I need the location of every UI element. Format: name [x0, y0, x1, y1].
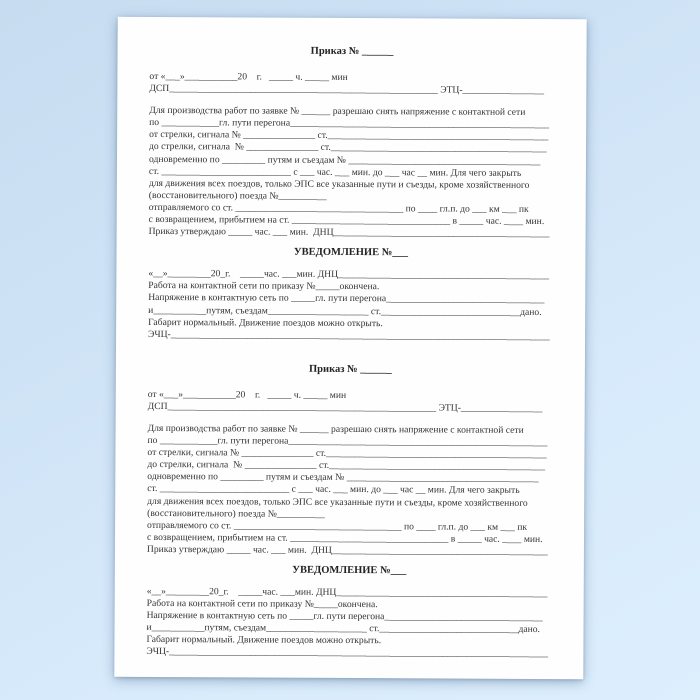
notice-line: Напряжение в контактную сеть по _____гл. пути перегона_________________________________ [148, 292, 545, 306]
notice-line: «__»_________20_г. _____час. ___мин. ДНЦ____________________________________________ [146, 585, 548, 600]
order-body-line: от стрелки, сигнала № _______________ ст.______________________________________________ [147, 447, 547, 461]
order-body-line: по ____________гл. пути перегона______________________________________________________ [149, 117, 550, 131]
notice-line: Габарит нормальный. Движение поездов можно открыть. [146, 634, 382, 647]
order-body-line: до стрелки, сигнала № _______________ ст._____________________________________________ [149, 141, 547, 155]
order-body-line: (восстановительного) поезда №__________ [148, 189, 327, 202]
order-body-line: Приказ утверждаю _____ час. ___ мин. ДНЦ_____________________________________________ [148, 226, 550, 240]
notice-line: Напряжение в контактную сеть по _____гл. пути перегона_________________________________ [146, 610, 543, 624]
order-body-line: (восстановительного) поезда №__________ [147, 507, 325, 520]
order-body-line: ст. ___________________________ с ___ час. ___ мин. до ___ час __ мин. Для чего закрыть [148, 165, 522, 179]
notice-line: и___________путям, съездам_____________________ ст._____________________________дано. [148, 304, 542, 318]
order-body-line: для движения всех поездов, только ЭПС все указанные пути и съезды, кроме хозяйственного [147, 495, 528, 509]
dsp-etc-line: ДСП________________________________________________________ ЭТЦ-_________________ [147, 400, 543, 414]
order-body-line: с возвращением, прибытием на ст. _________________________________ в _____ час. ____ мин. [146, 531, 543, 545]
order-body-line: с возвращением, прибытием на ст. _________________________________ в _____ час. ____ мин. [148, 213, 545, 228]
order-body-line: по ____________гл. пути перегона______________________________________________________ [147, 435, 548, 449]
order-body-line: Приказ утверждаю _____ час. ___ мин. ДНЦ_____________________________________________ [146, 543, 548, 557]
notice-title: УВЕДОМЛЕНИЕ №___ [293, 246, 409, 259]
order-body-line: для движения всех поездов, только ЭПС все указанные пути и съезды, кроме хозяйственного [148, 177, 530, 191]
order-body-line: Для производства работ по заявке № ______ разрешаю снять напряжение с контактной сети [149, 105, 526, 119]
notice-line: ЭЧЦ-_______________________________________________________________________________ [148, 328, 550, 342]
notice-line: и___________путям, съездам_____________________ ст._____________________________дано. [146, 622, 540, 636]
notice-line: Габарит нормальный. Движение поездов можно открыть. [148, 316, 383, 329]
notice-line: Работа на контактной сети по приказу №_____окончена. [148, 280, 380, 293]
order-date-line: от «___»___________20 г. _____ ч. _____ мин [147, 388, 347, 401]
notice-line: Работа на контактной сети по приказу №_____окончена. [146, 598, 378, 611]
order-body-line: от стрелки, сигнала № _______________ ст.______________________________________________ [149, 129, 549, 143]
notice-title: УВЕДОМЛЕНИЕ №___ [292, 564, 407, 577]
order-block-2 [146, 363, 553, 661]
order-body-line: Для производства работ по заявке № ______ разрешаю снять напряжение с контактной сети [147, 422, 524, 436]
dsp-etc-line: ДСП________________________________________________________ ЭТЦ-_________________ [149, 83, 545, 97]
order-body-line: одновременно по _________ путям и съездам № ________________________________________ [147, 471, 539, 485]
order-body-line: до стрелки, сигнала № _______________ ст._____________________________________________ [147, 459, 546, 473]
order-date-line: от «___»___________20 г. _____ ч. _____ мин [149, 70, 348, 83]
order-body-line: одновременно по _________ путям и съездам № ________________________________________ [148, 153, 541, 167]
order-title: Приказ № ______ [309, 363, 392, 375]
order-body-line: ст. ___________________________ с ___ час. ___ мин. до ___ час __ мин. Для чего закрыть [147, 483, 520, 497]
order-body-line: отправляемого со ст. ___________________________________ по ____ гл.п. до ___ км ___ пк [147, 519, 528, 533]
document-page [114, 17, 586, 679]
notice-line: ЭЧЦ-_______________________________________________________________________________ [146, 646, 549, 660]
order-block-1 [148, 45, 555, 343]
order-body-line: отправляемого со ст. ___________________________________ по ____ гл.п. до ___ км ___ пк [148, 201, 529, 215]
notice-line: «__»_________20_г. _____час. ___мин. ДНЦ____________________________________________ [148, 268, 550, 282]
order-title: Приказ № ______ [310, 45, 394, 58]
